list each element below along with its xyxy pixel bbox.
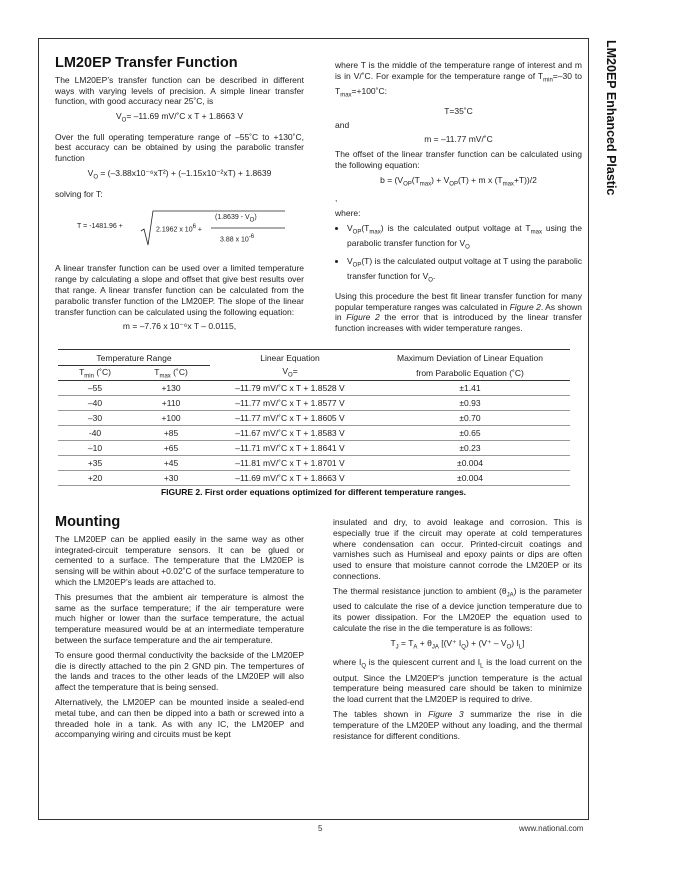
table-cell: +65	[132, 441, 210, 456]
side-title-text: LM20EP Enhanced Plastic	[604, 40, 618, 196]
table-cell: –30	[58, 411, 132, 426]
table-cell: ±0.93	[370, 396, 570, 411]
t-eq: T=35˚C	[444, 105, 473, 116]
table-cell: +130	[132, 381, 210, 396]
and-text: and	[335, 119, 350, 130]
where-list	[335, 223, 582, 287]
table-cell: +45	[132, 456, 210, 471]
transfer-p1: The LM20EP’s transfer function can be described in different ways with varying levels of precision. A simple linear transfer function, with good accuracy near 25˚C, is	[55, 74, 304, 107]
th-tmax: $T_{max}$ (˚C)	[132, 366, 210, 381]
figure-2-table	[58, 349, 570, 486]
table-row	[58, 456, 570, 471]
rb-p1: insulated and dry, to avoid leakage and corrosion. This is especially true if the circuit may operate at cold temperatures where condensation can occur. Printed-circuit coatings and varnishes such as Humiseal and epoxy paints or dips are often used to ensure that moisture cannot corrode the LM20EP or its connections.	[333, 517, 582, 581]
mounting-heading: Mounting	[55, 514, 121, 530]
transfer-section	[55, 55, 304, 337]
th-temp-range: Temperature Range	[96, 352, 172, 363]
rb-p4: The tables shown in Figure 3 summarize the rise in die temperature of the LM20EP without any loading, and the thermal resistance for different conditions.	[333, 709, 582, 741]
eq-linear: $V_O= -11.69$ mV/˚C x T + 1.8663 V	[115, 111, 244, 124]
transfer-p3: solving for T:	[55, 188, 103, 199]
right-bottom-section	[333, 517, 582, 745]
rt-p1: where T is the middle of the temperature range of interest and m is in V/˚C. For example for the temperature range of $T_{min}=-30$ to $T_{max}=+100˚C$:	[335, 60, 582, 99]
table-cell: –40	[58, 396, 132, 411]
table-cell: +85	[132, 426, 210, 441]
mounting-p3: To ensure good thermal conductivity the backside of the LM20EP die is directly attached to the pin 2 GND pin. The tempertures of the lands and traces to the other leads of the LM20EP will also affect the temperature that is being sensed.	[55, 649, 304, 693]
table-row	[58, 381, 570, 396]
table-cell: –11.77 mV/˚C x T + 1.8605 V	[210, 411, 370, 426]
table-cell: –11.71 mV/˚C x T + 1.8641 V	[210, 441, 370, 456]
th-deviation-2: from Parabolic Equation (˚C)	[370, 366, 570, 381]
table-cell: ±0.004	[370, 456, 570, 471]
mounting-section	[55, 514, 304, 744]
table-row	[58, 441, 570, 456]
where-text: where:	[335, 208, 361, 219]
table-cell: +100	[132, 411, 210, 426]
b-eq: $b = (V_{OP}(T_{max}) + V_{OP}(T) + m$ x $(T_{max}+T))/2$	[380, 174, 537, 188]
table-cell: ±1.41	[370, 381, 570, 396]
table-cell: –11.69 mV/˚C x T + 1.8663 V	[210, 471, 370, 486]
mounting-p2: This presumes that the ambient air temperature is almost the same as the surface temperature; if the air temperature were much higher or lower than the surface temperature, the actual temperature measured would be at an intermediate temperature between the surface temperature and the air temperature.	[55, 591, 304, 645]
table-cell: –11.79 mV/˚C x T + 1.8528 V	[210, 381, 370, 396]
right-top-section	[335, 60, 582, 338]
transfer-p2: Over the full operating temperature range of –55˚C to +130˚C, best accuracy can be obtained by using the parabolic transfer function	[55, 131, 304, 164]
table-row	[58, 411, 570, 426]
table-cell: +35	[58, 456, 132, 471]
transfer-heading: LM20EP Transfer Function	[55, 55, 238, 71]
table-cell: –55	[58, 381, 132, 396]
table-cell: ±0.65	[370, 426, 570, 441]
figure-2-caption: FIGURE 2. First order equations optimized for different temperature ranges.	[160, 487, 467, 497]
mounting-p4: Alternatively, the LM20EP can be mounted inside a sealed-end metal tube, and can then be dipped into a bath or screwed into a threaded hole in a tank. As with any IC, the LM20EP and accompanying wiring and circuits must be kept	[55, 696, 304, 740]
table-cell: –11.77 mV/˚C x T + 1.8577 V	[210, 396, 370, 411]
page-number: 5	[318, 824, 323, 833]
th-deviation: Maximum Deviation of Linear Equation	[397, 352, 543, 363]
table-cell: ±0.70	[370, 411, 570, 426]
rt-p3: Using this procedure the best fit linear transfer function for many popular temperature ranges was calculated in Figure 2. As shown in Figure 2 the error that is introduced by the linear transfer function increases with wider temperature ranges.	[335, 290, 583, 334]
rb-p3: where $I_Q$ is the quiescent current and $I_L$ is the load current on the output. Since the LM20EP’s junction temperature is the actual temperature being measured care should be taken to minimize the load current that the LM20EP is required to drive.	[333, 657, 583, 705]
table-cell: ±0.004	[370, 471, 570, 486]
table-cell: +110	[132, 396, 210, 411]
solve-formula: T = -1481.96 + 2.1962 x $10^6$ + $(1.8639 - V_O)$ 3.88 x $10^{-6}$	[55, 205, 304, 251]
eq-slope: m = –7.76 x 10⁻⁶x T – 0.0115,	[122, 321, 237, 332]
table-cell: +30	[132, 471, 210, 486]
list-item: • $V_{OP}(T)$ is the calculated output voltage at T using the parabolic transfer function for $V_O$.	[347, 256, 582, 287]
th-linear: Linear Equation	[260, 352, 320, 363]
footer-site: www.national.com	[519, 824, 584, 833]
mounting-p1: The LM20EP can be applied easily in the same way as other integrated-circuit temperature sensors. It can be glued or cemented to a surface. The temperature that the LM20EP is sensing will be within about +0.02˚C of the surface temperature to which the LM20EP’s leads are attached to.	[55, 533, 304, 587]
tj-eq: $T_J = T_A + \theta_{JA}$ [(V⁺ $I_Q) + (V^+ - V_O)$ $I_L$]	[390, 637, 525, 651]
comma-text: ,	[335, 193, 338, 204]
table-row	[58, 396, 570, 411]
list-item: • $V_{OP}(T_{max})$ is the calculated output voltage at $T_{max}$ using the parabolic transfer function for $V_O$	[347, 223, 582, 254]
figure-3-ref: Figure 3	[428, 709, 464, 720]
eq-parabolic: $V_O = (-3.88x10^{-6}xT^2) + (-1.15x10^{-2}xT) + 1.8639$	[87, 168, 272, 181]
table-row	[58, 471, 570, 486]
m-eq: m = –11.77 mV/˚C	[424, 134, 493, 145]
table-cell: –10	[58, 441, 132, 456]
table-cell: –11.67 mV/˚C x T + 1.8583 V	[210, 426, 370, 441]
table-cell: ±0.23	[370, 441, 570, 456]
th-vo: $V_O=$	[210, 366, 370, 381]
table-cell: –11.81 mV/˚C x T + 1.8701 V	[210, 456, 370, 471]
table-row	[58, 426, 570, 441]
transfer-p4: A linear transfer function can be used over a limited temperature range by calculating a slope and offset that give best results over that range. A linear transfer function can be calculated from the parabolic transfer function of the LM20EP. The slope of the linear transfer function can be calculated using the following equation:	[55, 263, 304, 317]
rb-p2: The thermal resistance junction to ambient $(\theta_{JA})$ is the parameter used to calculate the rise of a device junction temperature due to its power dissipation. For the LM20EP the equation used to calculate the rise in the die temperature is as follows:	[333, 585, 582, 633]
side-title	[598, 40, 622, 300]
table-cell: +20	[58, 471, 132, 486]
figure-2-ref: Figure 2	[509, 301, 541, 312]
table-cell: -40	[58, 426, 132, 441]
th-tmin: $T_{min}$ (˚C)	[58, 366, 132, 381]
rt-p2: The offset of the linear transfer function can be calculated using the following equation:	[335, 149, 582, 170]
